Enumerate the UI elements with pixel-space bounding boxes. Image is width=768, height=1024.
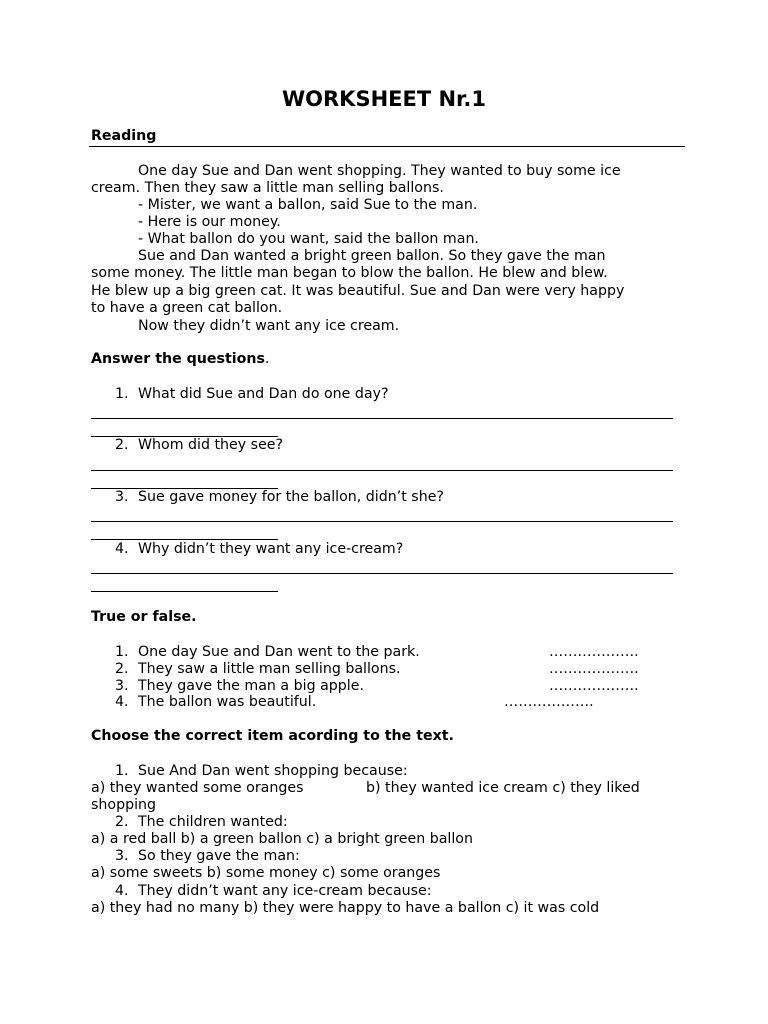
answer-line[interactable] bbox=[91, 418, 673, 419]
question-text: Why didn’t they want any ice-cream? bbox=[138, 541, 404, 557]
tf-answer-blank[interactable]: ………………. bbox=[504, 694, 594, 710]
choose-number: 2. bbox=[115, 814, 129, 830]
question-number: 2. bbox=[115, 437, 129, 453]
reading-line: One day Sue and Dan went shopping. They wanted to buy some ice bbox=[138, 163, 621, 179]
answer-line[interactable] bbox=[91, 521, 673, 522]
tf-answer-blank[interactable]: ………………. bbox=[549, 678, 639, 694]
true-false-heading: True or false. bbox=[91, 609, 197, 625]
choose-options[interactable]: a) a red ball b) a green ballon c) a bright green ballon bbox=[91, 831, 473, 847]
page-title: WORKSHEET Nr.1 bbox=[281, 87, 486, 111]
tf-number: 2. bbox=[115, 661, 129, 677]
reading-dialogue-line: - Here is our money. bbox=[138, 214, 281, 230]
question-text: Whom did they see? bbox=[138, 437, 284, 453]
choose-option[interactable]: b) they wanted ice cream c) they liked bbox=[366, 780, 640, 796]
reading-line: to have a green cat ballon. bbox=[91, 300, 283, 316]
tf-statement: They gave the man a big apple. bbox=[138, 678, 364, 694]
question-text: Sue gave money for the ballon, didn’t she? bbox=[138, 489, 444, 505]
choose-question: The children wanted: bbox=[138, 814, 288, 830]
choose-options[interactable]: a) they had no many b) they were happy to have a ballon c) it was cold bbox=[91, 900, 600, 916]
choose-heading: Choose the correct item acording to the text. bbox=[91, 728, 454, 744]
tf-number: 4. bbox=[115, 694, 129, 710]
answer-line[interactable] bbox=[91, 573, 673, 574]
tf-statement: The ballon was beautiful. bbox=[138, 694, 317, 710]
questions-heading-period: . bbox=[264, 351, 270, 367]
question-number: 4. bbox=[115, 541, 129, 557]
choose-question: They didn’t want any ice-cream because: bbox=[138, 883, 432, 899]
questions-heading-text: Answer the questions bbox=[91, 351, 265, 367]
answer-line[interactable] bbox=[91, 539, 278, 540]
tf-answer-blank[interactable]: ………………. bbox=[549, 661, 639, 677]
reading-line: cream. Then they saw a little man selling ballons. bbox=[91, 180, 444, 196]
reading-line: He blew up a big green cat. It was beautiful. Sue and Dan were very happy bbox=[91, 283, 625, 299]
question-number: 3. bbox=[115, 489, 129, 505]
question-number: 1. bbox=[115, 386, 129, 402]
choose-option[interactable]: a) they wanted some oranges bbox=[91, 780, 304, 796]
tf-number: 1. bbox=[115, 644, 129, 660]
choose-question: Sue And Dan went shopping because: bbox=[138, 763, 408, 779]
answer-line[interactable] bbox=[91, 591, 278, 592]
reading-line: Sue and Dan wanted a bright green ballon. So they gave the man bbox=[138, 248, 606, 264]
tf-statement: One day Sue and Dan went to the park. bbox=[138, 644, 420, 660]
heading-rule bbox=[89, 146, 685, 147]
tf-statement: They saw a little man selling ballons. bbox=[138, 661, 401, 677]
choose-option: shopping bbox=[91, 797, 157, 813]
questions-heading bbox=[91, 351, 269, 368]
choose-number: 4. bbox=[115, 883, 129, 899]
choose-number: 3. bbox=[115, 848, 129, 864]
reading-line: some money. The little man began to blow the ballon. He blew and blew. bbox=[91, 265, 608, 281]
choose-number: 1. bbox=[115, 763, 129, 779]
choose-options[interactable]: a) some sweets b) some money c) some oranges bbox=[91, 865, 441, 881]
tf-number: 3. bbox=[115, 678, 129, 694]
reading-heading: Reading bbox=[91, 128, 157, 144]
answer-line[interactable] bbox=[91, 470, 673, 471]
reading-line: Now they didn’t want any ice cream. bbox=[138, 318, 400, 334]
tf-answer-blank[interactable]: ………………. bbox=[549, 644, 639, 660]
choose-question: So they gave the man: bbox=[138, 848, 300, 864]
question-text: What did Sue and Dan do one day? bbox=[138, 386, 389, 402]
reading-dialogue-line: - Mister, we want a ballon, said Sue to the man. bbox=[138, 197, 478, 213]
reading-dialogue-line: - What ballon do you want, said the ballon man. bbox=[138, 231, 479, 247]
